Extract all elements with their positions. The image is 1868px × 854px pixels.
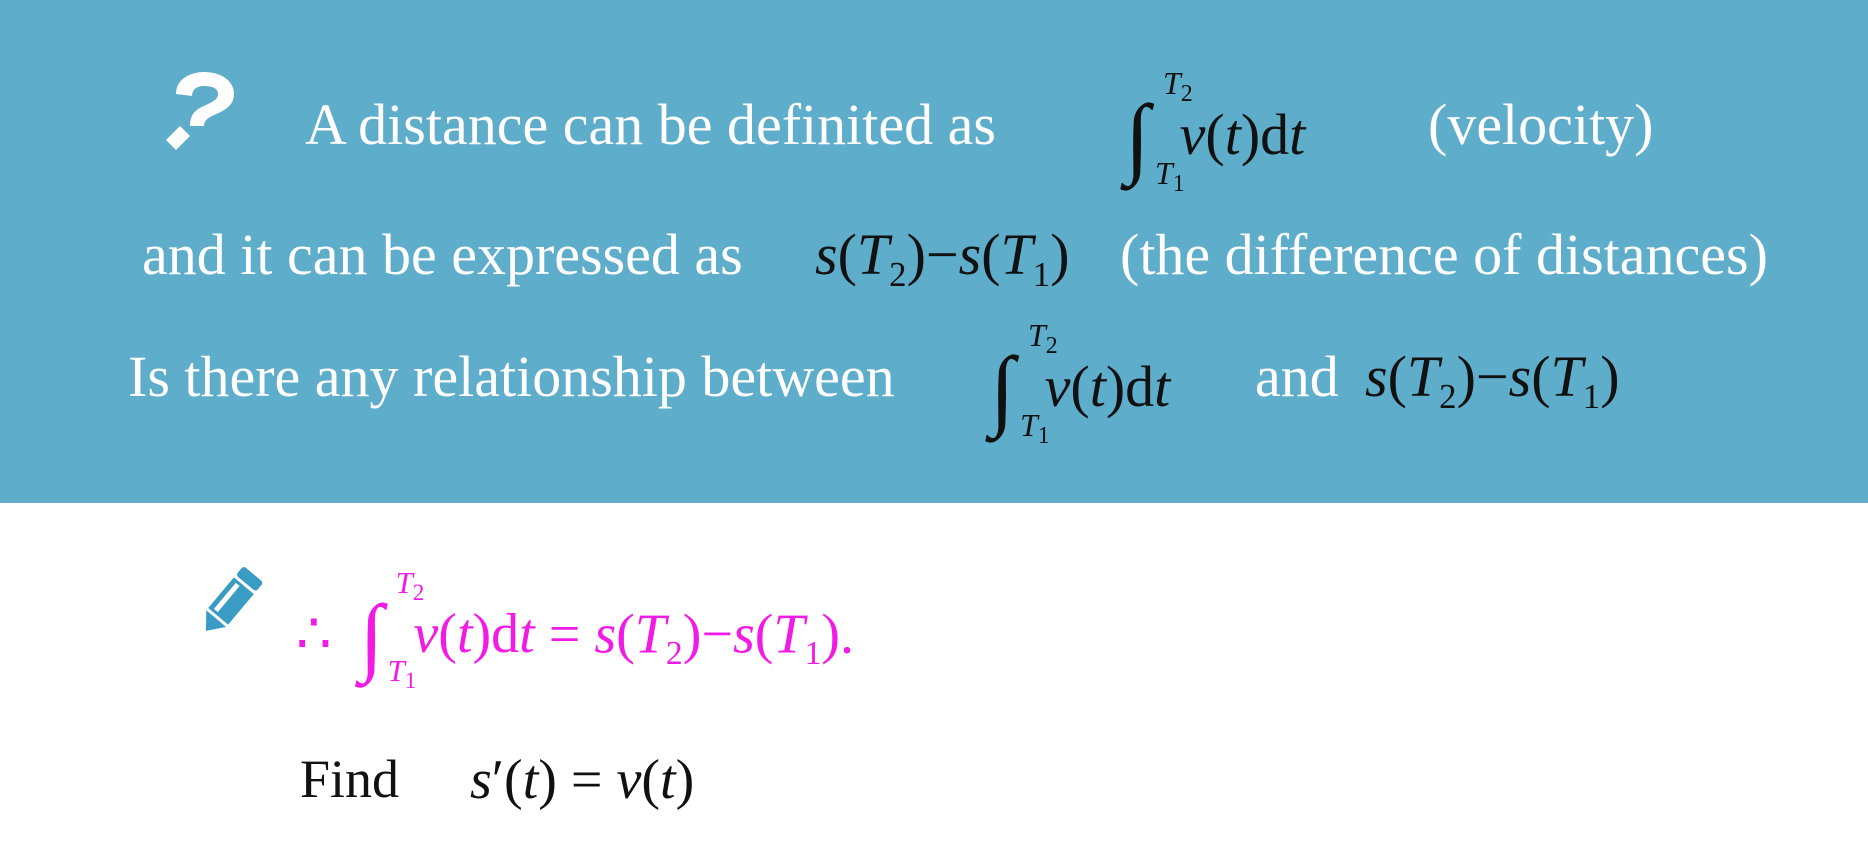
difference-expression-1: $s(T_2)-s(T_1)$: [815, 222, 1070, 295]
question-mark-icon: [162, 70, 238, 150]
question-line-1: [305, 92, 996, 157]
question-line-2-text: and it can be expressed as: [142, 222, 743, 287]
question-line-3-text: Is there any relationship between: [128, 344, 895, 409]
question-line-2: [142, 222, 743, 287]
find-expression: s′(t) = v(t): [470, 749, 695, 811]
question-line-1-note: (velocity): [1428, 92, 1654, 157]
find-label: Find: [300, 749, 400, 809]
difference-expression-2: $s(T_2)-s(T_1)$: [1365, 344, 1620, 417]
integral-expression-1: ∫ $T_2$ $T_1$ v(t)dt: [1125, 66, 1306, 198]
therefore-symbol: ∴: [296, 603, 332, 666]
question-line-3-and: and: [1255, 344, 1339, 409]
question-line-1-text: A distance can be definited as: [305, 92, 996, 157]
pencil-icon: [196, 562, 266, 640]
answer-equation: ∴ ∫ $T_2$ $T_1$ $v(t)dt = s(T_2)-s(T_1)$.: [296, 566, 855, 693]
question-line-3: [128, 344, 895, 409]
integral-expression-2: ∫ $T_2$ $T_1$ v(t)dt: [990, 318, 1171, 450]
question-line-2-note: (the difference of distances): [1120, 222, 1768, 287]
